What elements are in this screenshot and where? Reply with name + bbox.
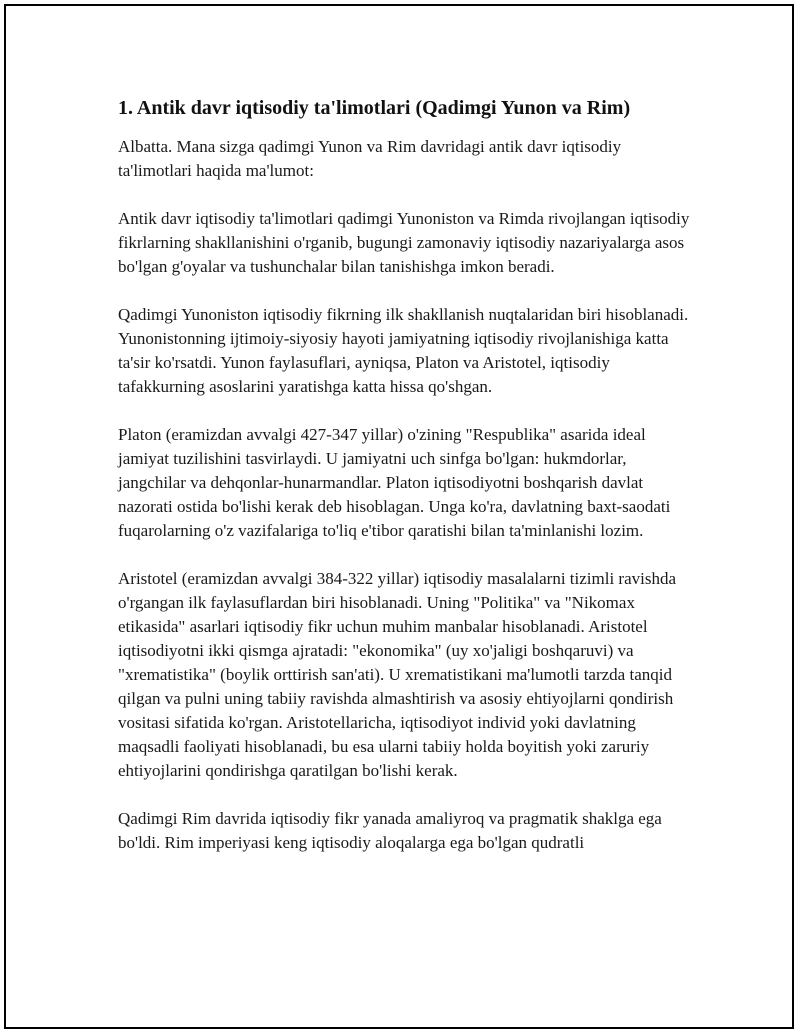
paragraph-intro: Albatta. Mana sizga qadimgi Yunon va Rim davridagi antik davr iqtisodiy ta'limotlari haqida ma'lumot: [118, 137, 622, 180]
paragraph-overview: Antik davr iqtisodiy ta'limotlari qadimgi Yunoniston va Rimda rivojlangan iqtisodiy fikrlarning shakllanishini o'rganib, bugungi zamonaviy iqtisodiy nazariyalarga asos bo'lgan g'oyalar va tushunchalar bilan tanishishga imkon beradi. [118, 209, 690, 276]
document-body [118, 94, 698, 879]
paragraph-platon: Platon (eramizdan avvalgi 427-347 yillar) o'zining "Respublika" asarida ideal jamiyat tuzilishini tasvirlaydi. U jamiyatni uch sinfga bo'lgan: hukmdorlar, jangchilar va dehqonlar-hunarmandlar. Platon iqtisodiyotni boshqarish davlat nazorati ostida bo'lishi kerak deb hisoblagan. Unga ko'ra, davlatning baxt-saodati fuqarolarning o'z vazifalariga to'liq e'tibor qaratishi bilan ta'minlanishi lozim. [118, 425, 671, 540]
section-heading: 1. Antik davr iqtisodiy ta'limotlari (Qadimgi Yunon va Rim) [118, 97, 631, 119]
paragraph-aristotel: Aristotel (eramizdan avvalgi 384-322 yillar) iqtisodiy masalalarni tizimli ravishda o'rgangan ilk faylasuflardan biri hisoblanadi. Uning "Politika" va "Nikomax etikasida" asarlari iqtisodiy fikr uchun muhim manbalar hisoblanadi. Aristotel iqtisodiyotni ikki qismga ajratadi: "ekonomika" (uy xo'jaligi boshqaruvi) va "xrematistika" (boylik orttirish san'ati). U xrematistikani ma'lumotli tarzda tanqid qilgan va pulni uning tabiiy ravishda almashtirish va asosiy ehtiyojlarni qondirish vositasi sifatida ko'rgan. Aristotellaricha, iqtisodiyot individ yoki davlatning maqsadli faoliyati hisoblanadi, bu esa ularni tabiiy holda boyitish yoki zaruriy ehtiyojlarini qondirishga qaratilgan bo'lishi kerak. [118, 569, 677, 780]
paragraph-greece: Qadimgi Yunoniston iqtisodiy fikrning ilk shakllanish nuqtalaridan biri hisoblanadi. Yunonistonning ijtimoiy-siyosiy hayoti jamiyatning iqtisodiy rivojlanishiga katta ta'sir ko'rsatdi. Yunon faylasuflari, ayniqsa, Platon va Aristotel, iqtisodiy tafakkurning asoslarini yaratishga katta hissa qo'shgan. [118, 305, 689, 396]
paragraph-rome: Qadimgi Rim davrida iqtisodiy fikr yanada amaliyroq va pragmatik shaklga ega bo'ldi. Rim imperiyasi keng iqtisodiy aloqalarga ega bo'lgan qudratli [118, 809, 662, 852]
